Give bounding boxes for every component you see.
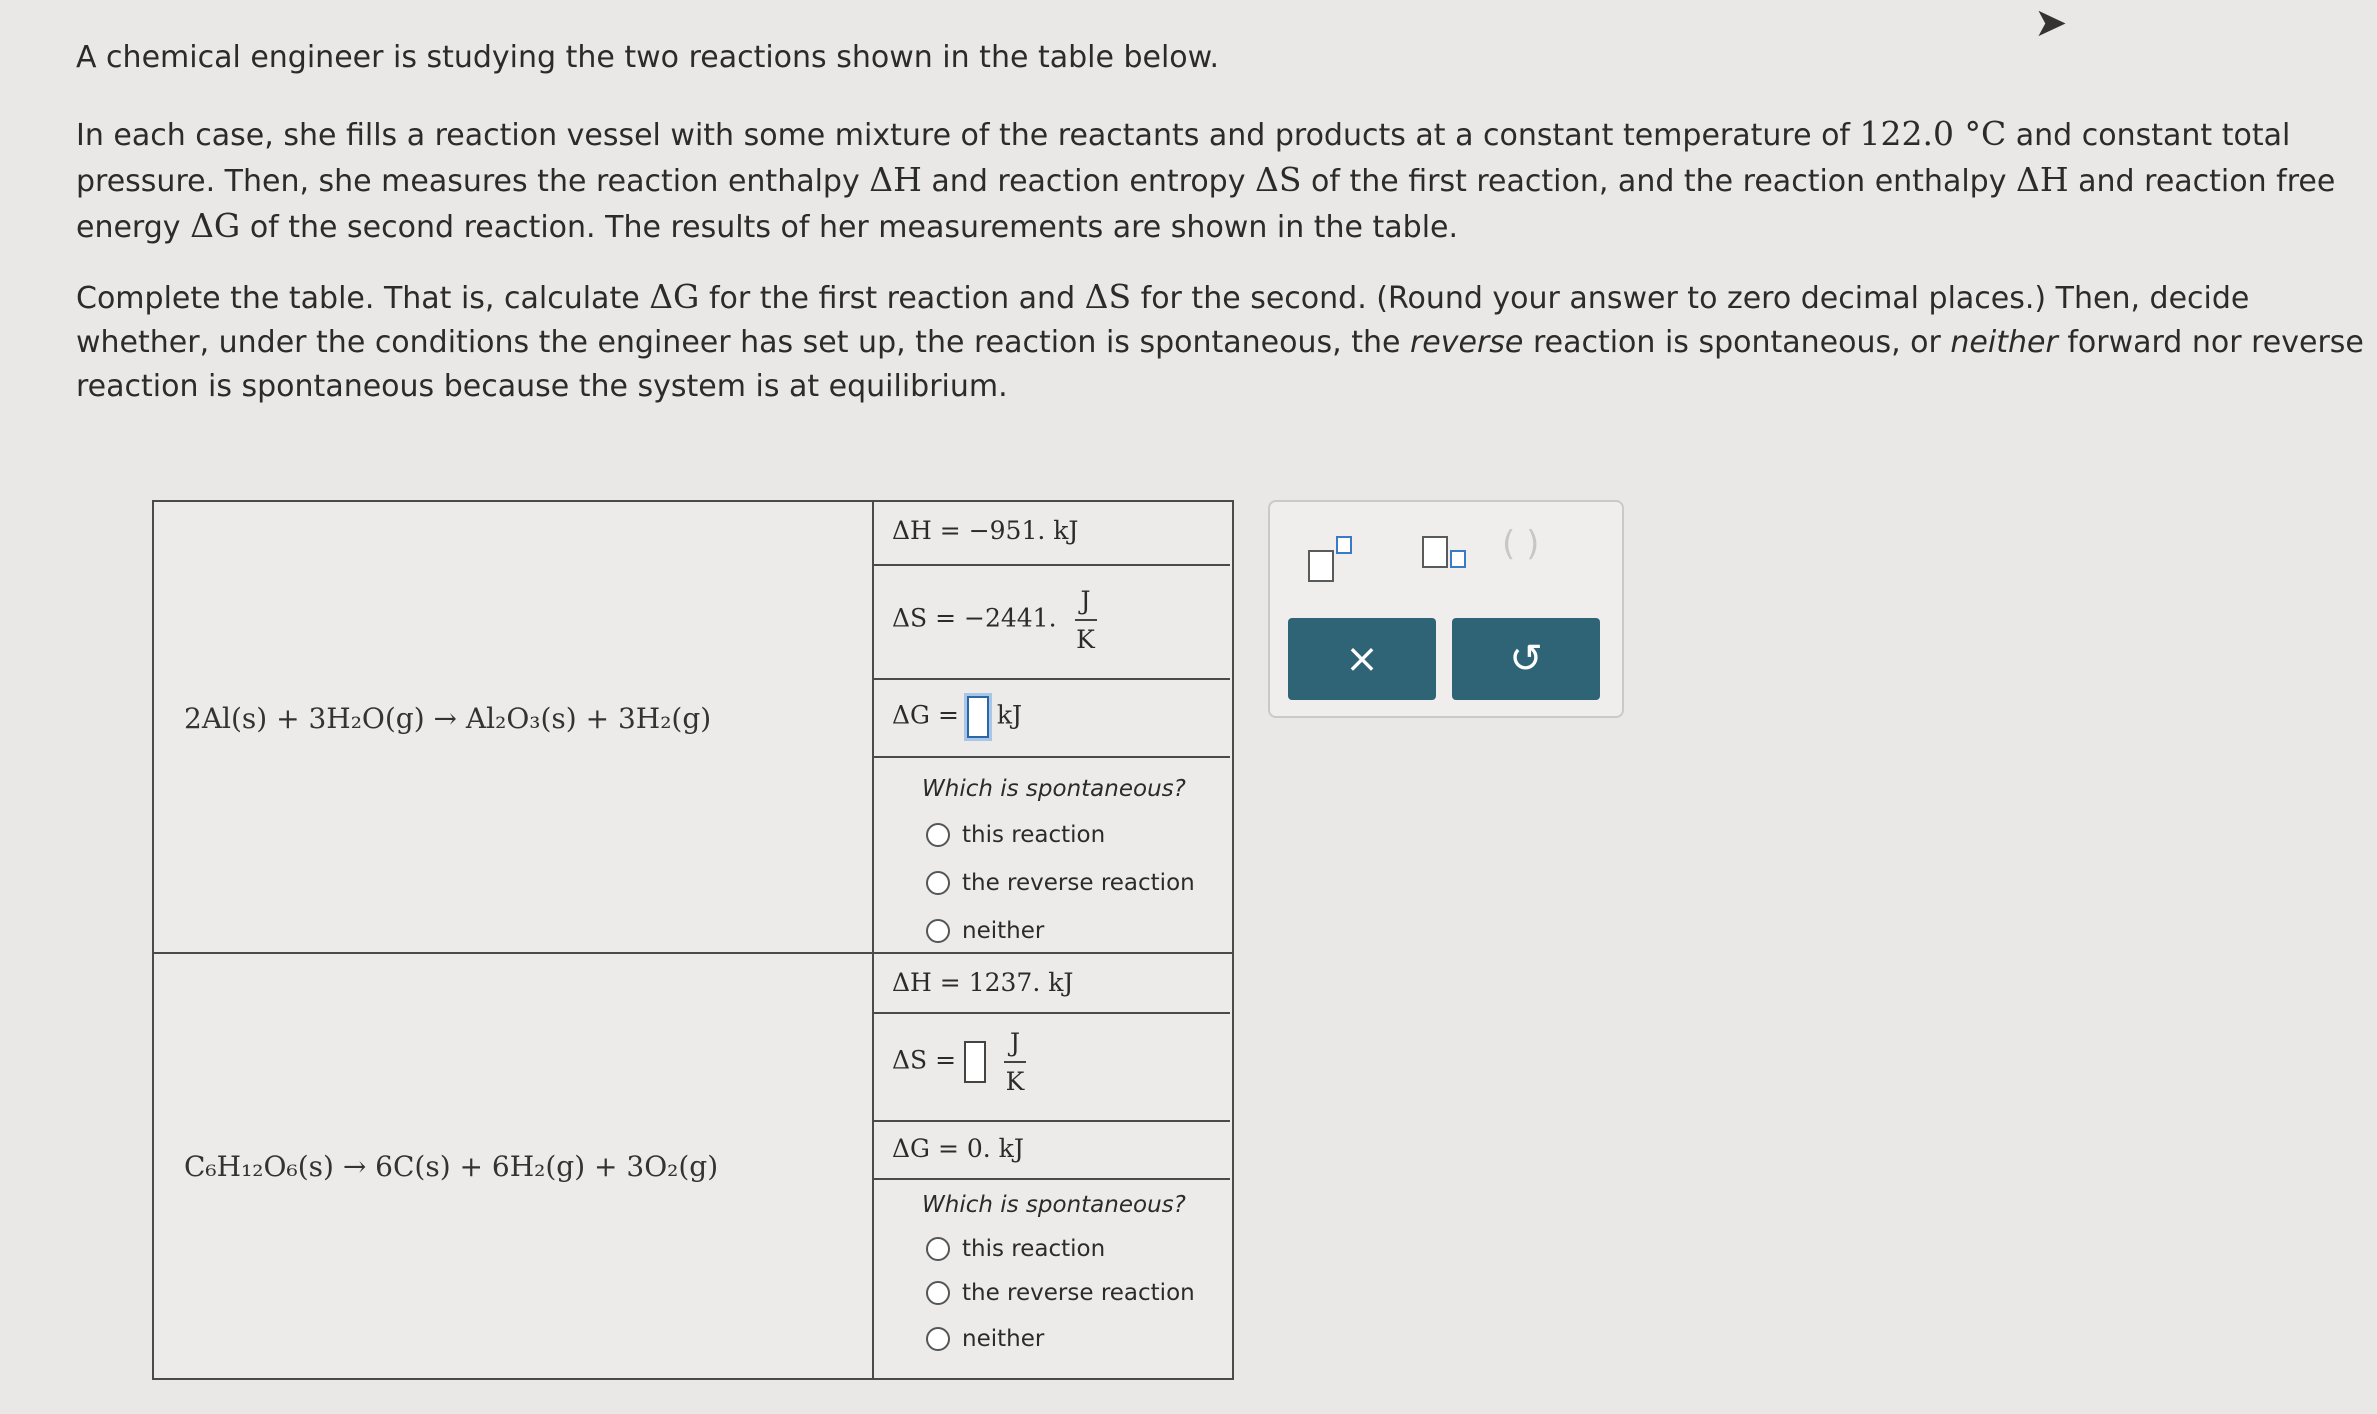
undo-button[interactable] [1452, 618, 1600, 700]
r2-option-this[interactable] [926, 1236, 1105, 1262]
intro-text-1: A chemical engineer is studying the two reactions shown in the table below. [76, 40, 1219, 75]
mouse-cursor-icon: ➤ [2034, 0, 2068, 46]
r1-ds-value: ΔS = −2441. [892, 603, 1057, 633]
temperature-value: 122.0 °C [1859, 114, 2007, 153]
r2-option-reverse[interactable] [926, 1280, 1195, 1306]
radio-icon[interactable] [926, 823, 950, 847]
r1-dg-input[interactable] [967, 696, 989, 738]
r1-option-neither[interactable] [926, 918, 1044, 944]
intro-text-2a: In each case, she fills a reaction vessel with some mixture of the reactants and products at a constant temperature of [76, 118, 1860, 153]
r1-spontaneous-group [874, 760, 1230, 950]
intro-text-2d: of the first reaction, and the reaction enthalpy [1301, 164, 2016, 199]
intro-paragraph-2 [76, 112, 2366, 250]
instr-text-a: Complete the table. That is, calculate [76, 281, 650, 316]
radio-icon[interactable] [926, 1237, 950, 1261]
intro-text-2f: of the second reaction. The results of her measurements are shown in the table. [240, 210, 1459, 245]
reaction-table [152, 500, 1234, 1380]
delta-g-symbol: ΔG [190, 206, 241, 245]
subscript-icon[interactable] [1418, 532, 1478, 584]
intro-text-2b: and constant total pressure. Then, she measures the reaction enthalpy [76, 118, 2291, 199]
delta-s-symbol: ΔS [1255, 160, 1302, 199]
superscript-exp [1336, 536, 1352, 554]
r1-ds-wrap [892, 586, 1097, 654]
radio-icon[interactable] [926, 1281, 950, 1305]
intro-text-2c: and reaction entropy [921, 164, 1256, 199]
r1-option-neither-label: neither [962, 918, 1045, 944]
reaction-1-equation: 2Al(s) + 3H₂O(g) → Al₂O₃(s) + 3H₂(g) [184, 702, 712, 735]
r2-ds-row [874, 1014, 1230, 1122]
r2-option-reverse-label: the reverse reaction [962, 1280, 1195, 1306]
r2-option-this-label: this reaction [962, 1236, 1106, 1262]
reaction-row-1 [154, 502, 1232, 954]
intro-text-2e: and reaction free energy [76, 164, 2336, 245]
close-icon: × [1345, 636, 1379, 682]
r1-question: Which is spontaneous? [922, 776, 1186, 802]
instructions-paragraph [76, 275, 2366, 409]
delta-h-symbol: ΔH [869, 160, 922, 199]
r1-option-this[interactable] [926, 822, 1105, 848]
instr-reverse: reverse [1409, 325, 1524, 360]
r1-dh-row [874, 502, 1230, 566]
r1-ds-unit-den: K [1076, 625, 1095, 654]
values-cell-2 [874, 954, 1230, 1378]
r2-dh-row [874, 954, 1230, 1014]
r2-option-neither-label: neither [962, 1326, 1045, 1352]
r1-dg-label: ΔG = [892, 700, 959, 730]
r2-ds-input[interactable] [964, 1041, 986, 1083]
r1-option-reverse[interactable] [926, 870, 1195, 896]
r1-dh-value: ΔH = −951. kJ [892, 516, 1079, 545]
r1-ds-row [874, 566, 1230, 680]
intro-paragraph-1 [76, 36, 2366, 80]
equation-cell-2 [154, 954, 874, 1378]
clear-button[interactable] [1288, 618, 1436, 700]
delta-h-symbol-2: ΔH [2016, 160, 2069, 199]
r2-dg-row [874, 1122, 1230, 1180]
r2-ds-label: ΔS = [892, 1045, 957, 1075]
parentheses-icon[interactable]: ( ) [1502, 524, 1540, 564]
r2-spontaneous-group [874, 1180, 1230, 1376]
r1-ds-unit-num: J [1075, 586, 1097, 621]
r1-ds-unit [1075, 586, 1097, 654]
reaction-row-2 [154, 954, 1232, 1378]
undo-icon: ↺ [1509, 636, 1543, 682]
r2-option-neither[interactable] [926, 1326, 1044, 1352]
subscript-base [1422, 536, 1448, 568]
r2-dg-value: ΔG = 0. kJ [892, 1134, 1024, 1163]
instr-text-d: reaction is spontaneous, or [1523, 325, 1951, 360]
r1-dg-wrap [892, 696, 1022, 738]
instr-text-e: forward nor reverse reaction is spontaneous because the system is at equilibrium. [76, 325, 2364, 404]
r1-option-this-label: this reaction [962, 822, 1106, 848]
r1-dg-unit: kJ [996, 700, 1022, 730]
radio-icon[interactable] [926, 919, 950, 943]
instr-neither: neither [1950, 325, 2058, 360]
radio-icon[interactable] [926, 871, 950, 895]
r1-dg-row [874, 680, 1230, 758]
subscript-sub [1450, 550, 1466, 568]
instr-text-c: for the second. (Round your answer to zero decimal places.) Then, decide whether, under the conditions the engineer has set up, the reaction is spontaneous, the [76, 281, 2250, 360]
r2-ds-unit-den: K [1005, 1067, 1025, 1096]
r2-question: Which is spontaneous? [922, 1192, 1186, 1218]
superscript-icon[interactable] [1304, 532, 1364, 584]
radio-icon[interactable] [926, 1327, 950, 1351]
superscript-base [1308, 550, 1334, 582]
reaction-2-equation: C₆H₁₂O₆(s) → 6C(s) + 6H₂(g) + 3O₂(g) [184, 1150, 719, 1183]
instr-text-b: for the first reaction and [699, 281, 1085, 316]
r2-ds-wrap [892, 1028, 1026, 1096]
r2-ds-unit-num: J [1004, 1028, 1026, 1063]
r1-option-reverse-label: the reverse reaction [962, 870, 1195, 896]
delta-g-symbol-2: ΔG [649, 277, 700, 316]
math-tool-panel [1268, 500, 1624, 718]
r2-ds-unit [1004, 1028, 1026, 1096]
r2-dh-value: ΔH = 1237. kJ [892, 968, 1074, 997]
equation-cell-1 [154, 502, 874, 952]
values-cell-1 [874, 502, 1230, 952]
delta-s-symbol-2: ΔS [1084, 277, 1132, 316]
